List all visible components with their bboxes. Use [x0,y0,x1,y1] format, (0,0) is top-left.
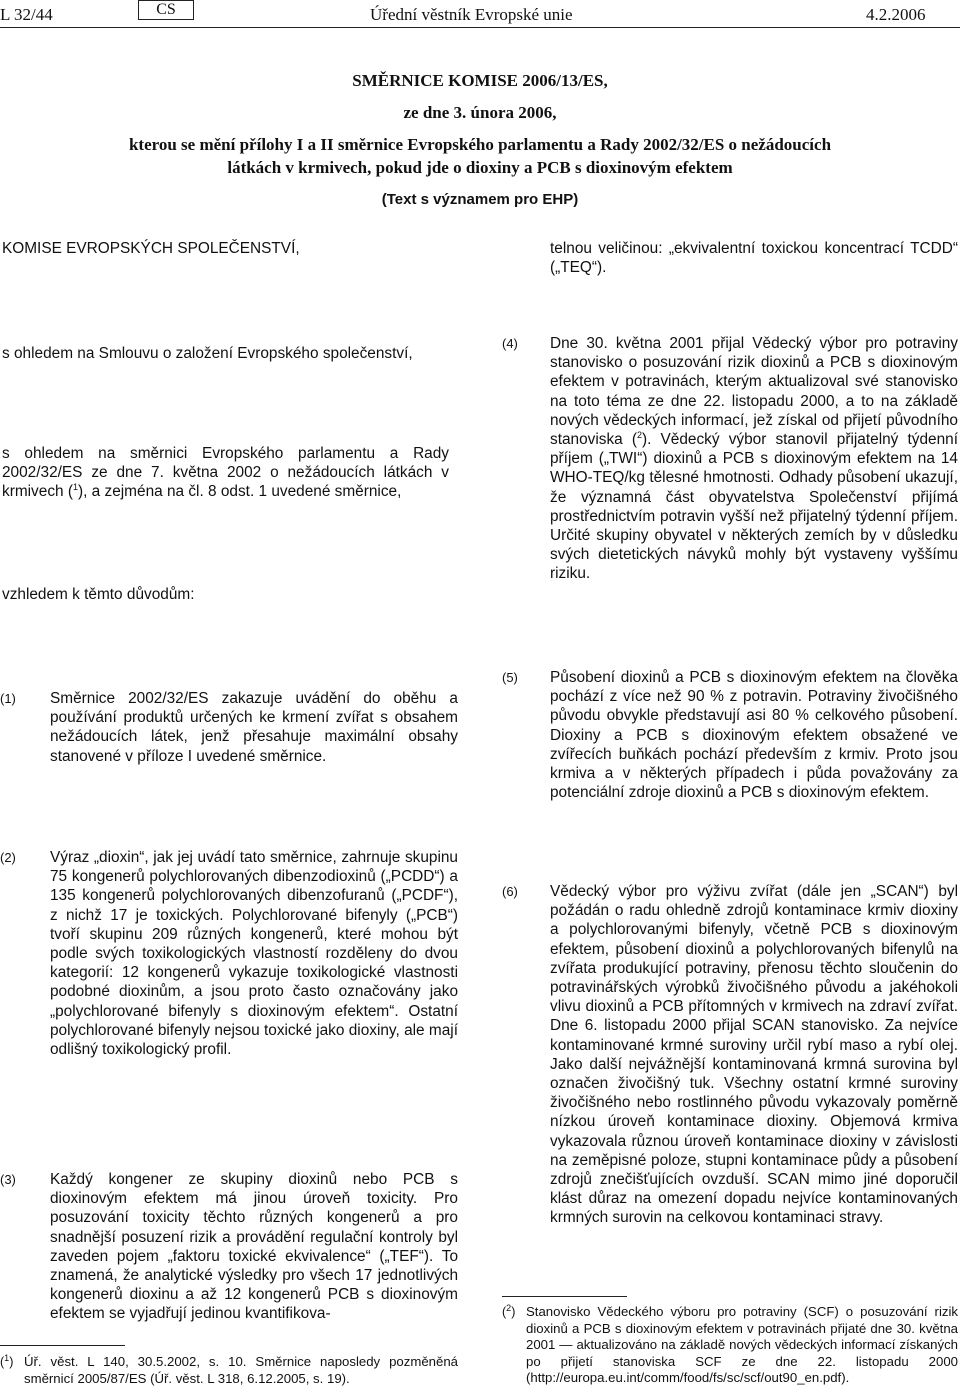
whereas-intro: vzhledem k těmto důvodům: [2,586,195,603]
recital-text: Směrnice 2002/32/ES zakazuje uvádění do oběhu a používání produktů určených ke krmení zvířat s obsahem nežádoucích látek, jenž přesahuje maximální obsahy stanovené v příloze I uvedené směrnice. [50,690,458,765]
recital-text: Výraz „dioxin“, jak jej uvádí tato směrnice, zahrnuje skupinu 75 kongenerů polychlorovaných dibenzodioxinů („PCDD“) a 135 kongenerů polychlorovaných dibenzofuranů („PCDF“), z nichž 17 je toxických. Polychlorované bifenyly („PCB“) tvoří skupinu 209 různých kongenerů, které mohou být podle svých toxikologických vlastností rozděleny do dvou kategorií: 12 kongenerů vykazuje toxikologické vlastnosti podobné dioxinům, a jsou proto často označovány jako „polychlorované bifenyly s dioxinovým efektem“. Ostatní polychlorované bifenyly nejsou toxické jako dioxiny, ale mají odlišný toxikologický profil. [50,849,458,1059]
recital-number: (1) [0,691,16,706]
journal-name: Úřední věstník Evropské unie [370,5,573,24]
recital-text: Působení dioxinů a PCB s dioxinovým efektem na člověka pochází z více než 90 % z potravin. Potraviny živočišného původu obvykle představují asi 80 % celkového působení. Dioxiny a PCB s dioxinovým efektem obsažené ve zvířecích buňkách pochází především z krmiv. Proto jsou krmiva a v některých případech i půda považovány za potenciální zdroje dioxinů a PCB s dioxinovým efektem. [550,669,958,802]
header-rule [0,27,960,28]
eea-relevance-note: (Text s významem pro EHP) [381,191,579,208]
document-date: ze dne 3. února 2006, [403,103,557,122]
recital-text: Vědecký výbor pro výživu zvířat (dále jen „SCAN“) byl požádán o radu ohledně zdrojů kontaminace krmiv dioxiny a polychlorovanými bifenyly, včetně PCB s dioxinovým efektem, působení dioxinů a polychlorovaných bifenylů na zvířata produkující potraviny, přenosu těchto sloučenin do potravinářských výrobků živočišného původu a jakéhokoli vlivu dioxinů a PCB přítomných v krmivech na zdraví zvířat. Dne 6. listopadu 2000 přijal SCAN stanovisko. Za nejvíce kontaminované krmné suroviny určil rybí maso a rybí olej. Jako další nejvážnější kontaminovaná krmná surovina byl označen živočišný tuk. Všechny ostatní krmné suroviny živočišného nebo rostlinného původu vykazovaly poměrně nízkou úroveň kontaminace dioxiny. Objemová krmiva vykazovala různou úroveň kontaminace dioxiny v závislosti na zeměpisné poloze, stupni kontaminace půdy a působení zdrojů znečišťujících ovzduší. SCAN mimo jiné doporučil klást důraz na omezení dopadu nejvíce kontaminovaných krmných surovin na celkovou kontaminaci stravy. [550,883,958,1227]
recital-continuation: telnou veličinou: „ekvivalentní toxickou koncentrací TCDD“ („TEQ“). [550,240,958,277]
footnote-mark: ($^1$) [0,1352,14,1369]
recital-number: (3) [0,1172,16,1187]
recital-number: (2) [0,850,16,865]
citation-treaty: s ohledem na Smlouvu o založení Evropského společenství, [2,345,413,362]
language-code-box: CS [138,0,194,20]
document-subject-line-2: látkách v krmivech, pokud jde o dioxiny a PCB s dioxinovým efektem [227,158,733,177]
issuing-institution: KOMISE EVROPSKÝCH SPOLEČENSTVÍ, [2,240,300,257]
footnote-rule [502,1296,627,1297]
document-subject-line-1: kterou se mění přílohy I a II směrnice Evropského parlamentu a Rady 2002/32/ES o nežádoucích [128,135,832,154]
recital-number: (5) [502,670,518,685]
recital-text: Dne 30. května 2001 přijal Vědecký výbor pro potraviny stanovisko o posuzování rizik dioxinů a PCB s dioxinovým efektem v potravinách, kterým aktualizoval své stanovisko na toto téma ze dne 22. listopadu 2000, a to na základě nových vědeckých informací, jež získal od přijetí původního stanoviska ($^2$). Vědecký výbor stanovil přijatelný týdenní příjem („TWI“) dioxinů a PCB s dioxinovým efektem na 14 WHO-TEQ/kg tělesné hmotnosti. Odhady působení ukazují, že významná část obyvatelstva Společenství přijímá prostřednictvím potravin vyšší než přijatelný týdenní příjem. Určité skupiny obyvatel v některých zemích by v důsledku svých dietetických návyků mohly být vystaveny vyššímu riziku. [550,335,958,583]
recital-text: Každý kongener ze skupiny dioxinů nebo PCB s dioxinovým efektem má jinou úroveň toxicity. Pro posuzování toxicity těchto různých kongenerů a pro snadnější posuzení rizik a provádění regulační kontroly byl zaveden pojem „faktoru toxické ekvivalence“ („TEF“). To znamená, že analytické výsledky pro všech 17 jednotlivých kongenerů dioxinu a až 12 kongenerů PCB s dioxinovým efektem se vyjadřují jedinou kvantifikova- [50,1171,458,1323]
citation-directive: s ohledem na směrnici Evropského parlamentu a Rady 2002/32/ES ze dne 7. května 2002 o nežádoucích látkách v krmivech ($^1$), a zejména na čl. 8 odst. 1 uvedené směrnice, [2,445,449,501]
recital-number: (4) [502,336,518,351]
footnote-text: Úř. věst. L 140, 30.5.2002, s. 10. Směrnice naposledy pozměněná směrnicí 2005/87/ES (Úř. věst. L 318, 6.12.2005, s. 19). [24,1354,458,1386]
footnote-rule [0,1345,125,1346]
document-title: SMĚRNICE KOMISE 2006/13/ES, [352,71,608,90]
recital-number: (6) [502,884,518,899]
page-reference: L 32/44 [0,5,53,24]
publication-date: 4.2.2006 [866,5,926,24]
footnote-mark: ($^2$) [502,1302,516,1319]
footnote-text: Stanovisko Vědeckého výboru pro potraviny (SCF) o posuzování rizik dioxinů a PCB s dioxinovým efektem v potravinách přijaté dne 30. května 2001 — aktualizováno na základě nových vědeckých informací získaných po přijetí stanoviska SCF ze dne 22. listopadu 2000 (http://europa.eu.int/comm/food/fs/sc/scf/out90_en.pdf). [526,1304,958,1386]
